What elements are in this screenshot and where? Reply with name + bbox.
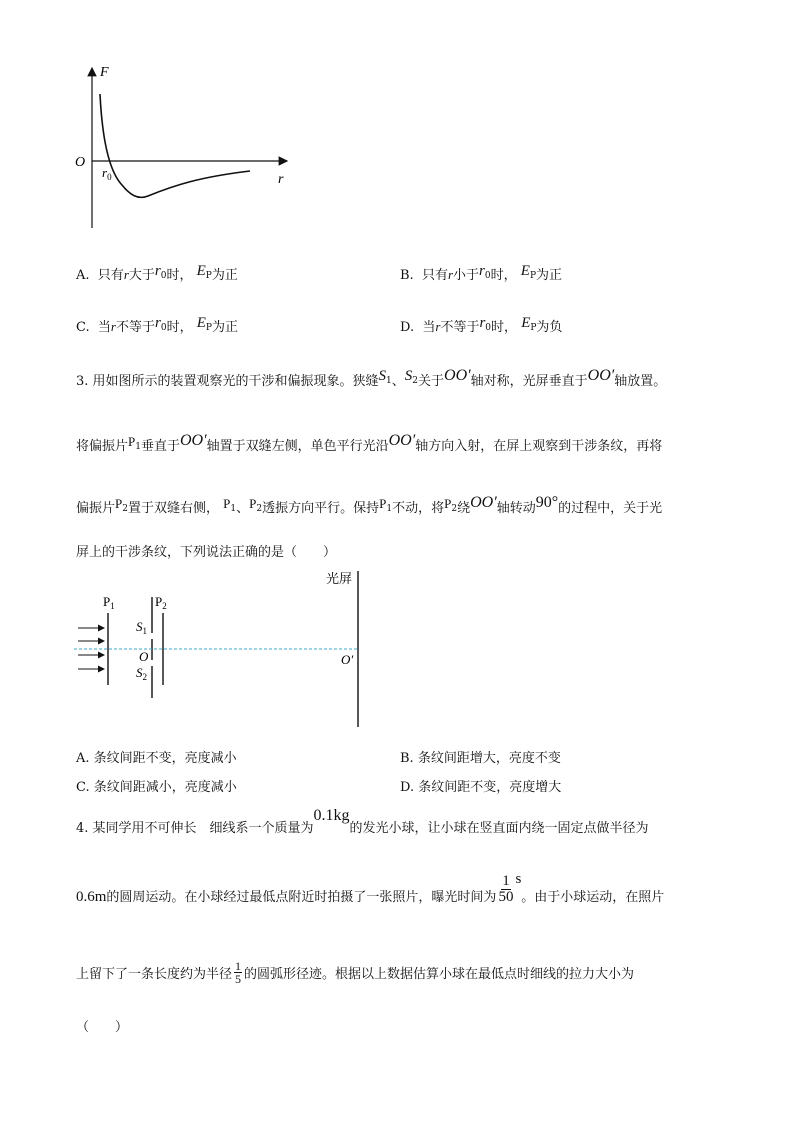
f-axis-label: F <box>100 65 109 80</box>
q3-line-2: 将偏振片$P_1$垂直于OO′轴置于双缝左侧，单色平行光沿OO′轴方向入射，在屏上观察到干涉条纹，再将 <box>76 432 663 454</box>
q4-line-4: （ ） <box>76 1020 129 1035</box>
q4-line-2: 0.6m的圆周运动。在小球经过最低点附近时拍摄了一张照片，曝光时间为 $\frac{1}{50}$ s。由于小球运动，在照片 <box>76 871 665 905</box>
q4-line-1: 4. 某同学用不可伸长 细线系一个质量为0.1kg的发光小球，让小球在竖直面内绕一固定点做半径为 <box>76 807 649 836</box>
q3-line-1: 3. 用如图所示的装置观察光的干涉和偏振现象。狭缝$S_1$、$S_2$关于OO′轴对称，光屏垂直于OO′轴放置。 <box>76 367 667 389</box>
q3-line-4: 屏上的干涉条纹，下列说法正确的是（ ） <box>76 545 337 560</box>
q3-option-d[interactable]: D. 条纹间距不变，亮度增大 <box>400 780 562 795</box>
q4-line-3: 上留下了一条长度约为半径 $\frac{1}{5}$ 的圆弧形径迹。根据以上数据估算小球在最低点时细线的拉力大小为 <box>76 959 635 986</box>
force-curve <box>100 94 250 197</box>
origin-label: O <box>75 155 86 170</box>
p2-label: $P_2$ <box>155 594 167 611</box>
q3-option-b[interactable]: B. 条纹间距增大，亮度不变 <box>400 751 561 766</box>
q2-option-d[interactable]: D. 当r不等于$r_0$时， $E_P$为负 <box>400 315 563 335</box>
o-label: O <box>139 649 149 664</box>
s2-label: $S_2$ <box>136 665 147 682</box>
o-prime-label: O′ <box>341 652 354 667</box>
r0-label: $r_0$ <box>102 165 112 182</box>
exposure-time-fraction: $\frac{1}{50}$ <box>498 873 514 905</box>
q2-option-b[interactable]: B. 只有r小于$r_0$时， $E_P$为正 <box>400 263 563 283</box>
double-slit-diagram <box>70 565 380 730</box>
screen-label: 光屏 <box>326 571 353 586</box>
s1-label: $S_1$ <box>136 619 147 636</box>
arc-length-fraction: $\frac{1}{5}$ <box>235 959 242 986</box>
r-axis-label: r <box>278 172 284 187</box>
q2-option-c[interactable]: C. 当r不等于$r_0$时， $E_P$为正 <box>76 315 238 335</box>
force-distance-graph <box>60 60 300 235</box>
q2-option-a[interactable]: A. 只有r大于$r_0$时， $E_P$为正 <box>76 263 238 283</box>
q3-line-3: 偏振片$P_2$置于双缝右侧， $P_1$、$P_2$透振方向平行。保持$P_1$不动，将$P_2$绕OO′轴转动90°的过程中，关于光 <box>76 494 663 516</box>
q3-option-c[interactable]: C. 条纹间距减小，亮度减小 <box>76 780 237 795</box>
p1-label: $P_1$ <box>103 594 115 611</box>
q3-option-a[interactable]: A. 条纹间距不变，亮度减小 <box>76 751 237 766</box>
